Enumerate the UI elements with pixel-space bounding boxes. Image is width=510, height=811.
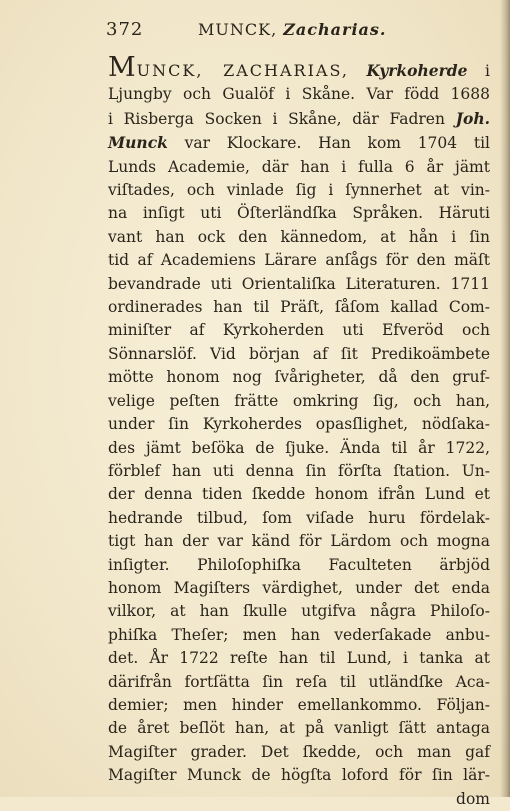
text-line: inſigter. Philoſophiſka Faculteten ärbjöd	[108, 555, 490, 574]
text-line: miniſter af Kyrkoherden uti Efveröd och	[108, 321, 490, 340]
text-line	[108, 131, 490, 155]
text-line: honom Magiſters värdighet, under det enda	[108, 578, 490, 597]
text-line: phiſka Theſer; men han vederſakade anbu-	[108, 625, 490, 644]
text-line: förblef han uti denna ſin förſta ſtation. Un-	[108, 461, 490, 480]
text-line: na inſigt uti Öſterländſka Språken. Häruti	[108, 204, 490, 223]
italic-name: Munck	[108, 133, 168, 153]
drop-initial: M	[108, 52, 137, 83]
text-line: tid af Academiens Lärare anſågs för den mäſt	[108, 251, 490, 270]
text-line: hedrande tilbud, ſom viſade huru fördelak-	[108, 508, 490, 527]
text-line: det. År 1722 reſte han til Lund, i tanka at	[108, 649, 490, 668]
article-text	[108, 52, 490, 811]
text-line: bevandrade uti Orientaliſka Literaturen. 1711	[108, 274, 490, 293]
page-edge-shadow	[500, 0, 510, 797]
text-line-part: i Risberga Socken i Skåne, där Fadren	[108, 109, 445, 128]
running-head-surname: MUNCK,	[198, 20, 278, 39]
running-head	[198, 20, 387, 39]
first-line-end: i	[485, 62, 490, 80]
text-line: de året beſlöt han, at på vanligt ſätt antaga	[108, 719, 490, 738]
headword-title: Kyrkoherde	[366, 61, 468, 80]
text-line: därifrån fortſätta ſin reſa til utländſke Aca-	[108, 672, 490, 691]
text-line: Magiſter Munck de högſta loford för ſin lär-	[108, 766, 490, 785]
text-line	[108, 107, 490, 131]
text-line: tigt han der var känd för Lärdom och mogna	[108, 532, 490, 551]
text-line: Sönnarslöf. Vid början af ſit Predikoämbete	[108, 344, 490, 363]
running-head-given-name: Zacharias.	[283, 20, 387, 39]
text-line: vant han ock den kännedom, at hån i ſin	[108, 227, 490, 246]
text-line: des jämt beſöka de ſjuke. Ända til år 1722,	[108, 438, 490, 457]
text-line: demier; men hinder emellankommo. Följan-	[108, 695, 490, 714]
text-line: Ljungby och Gualöf i Skåne. Var född 1688	[108, 85, 490, 104]
text-line: der denna tiden ſkedde honom ifrån Lund et	[108, 485, 490, 504]
text-line: under ſin Kyrkoherdes opasſlighet, nödſaka-	[108, 415, 490, 434]
text-line: ordinerades han til Präſt, ſåſom kallad Com-	[108, 298, 490, 317]
text-line: vilkor, at han ſkulle utgifva några Philoſo-	[108, 602, 490, 621]
article-first-line	[108, 52, 490, 83]
page-header	[106, 14, 486, 42]
headword-caps: UNCK, ZACHARIAS,	[136, 61, 349, 80]
text-line: mötte honom nog ſvårigheter, då den gruf-	[108, 368, 490, 387]
page-number: 372	[106, 19, 144, 40]
italic-name: Joh.	[455, 108, 490, 128]
text-line: Magiſter grader. Det ſkedde, och man gaf	[108, 742, 490, 761]
text-line-part: var Klockare. Han kom 1704 til	[184, 134, 490, 153]
text-line: viſtades, och vinlade ſig i ſynnerhet at vin-	[108, 181, 490, 200]
catchword: dom	[456, 789, 490, 808]
text-line: Lunds Academie, där han i fulla 6 år jämt	[108, 157, 490, 176]
text-line: velige peſten frätte omkring ſig, och han,	[108, 391, 490, 410]
